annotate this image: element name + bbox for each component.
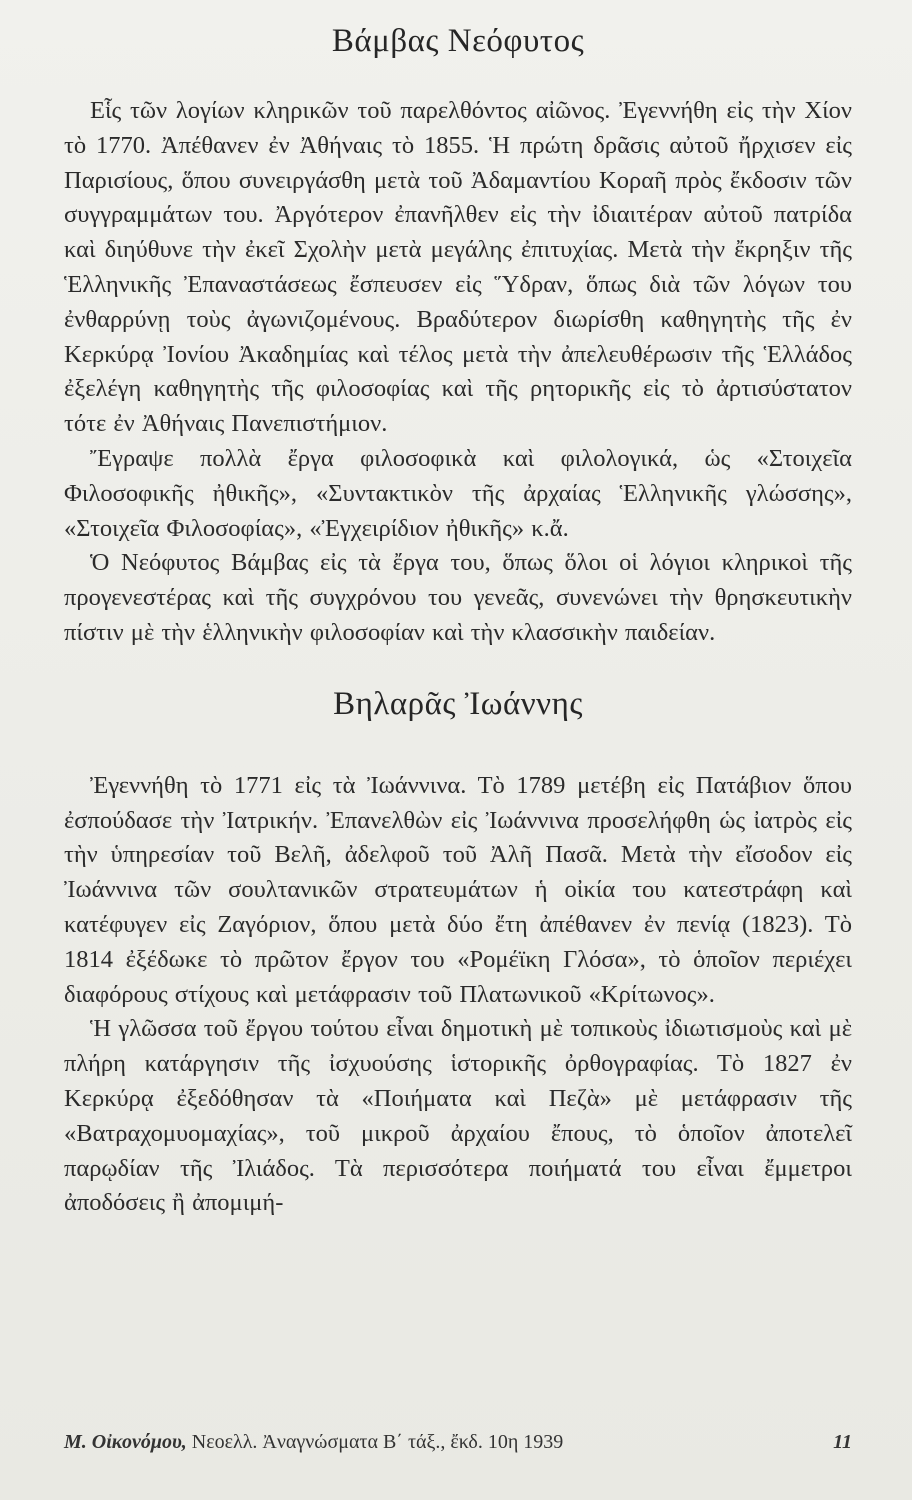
- paragraph-vilaras-language: Ἡ γλῶσσα τοῦ ἔργου τούτου εἶναι δημοτικὴ μὲ τοπικοὺς ἰδιωτισμοὺς καὶ μὲ πλήρη κατάργησιν τῆς ἰσχυούσης ἱστορικῆς ὀρθογραφίας. Τὸ 1827 ἐν Κερκύρᾳ ἐξεδόθησαν τὰ «Ποιήματα καὶ Πεζὰ» μὲ μετάφρασιν τῆς «Βατραχομυομαχίας», τοῦ μικροῦ ἀρχαίου ἔπους, τὸ ὁποῖον ἀποτελεῖ παρῳδίαν τῆς Ἰλιάδος. Τὰ περισσότερα ποιήματά του εἶναι ἔμμετροι ἀποδόσεις ἢ ἀπομιμή-: [64, 1015, 852, 1217]
- page-number: 11: [833, 1431, 852, 1453]
- paragraph-vamvas-summary: Ὁ Νεόφυτος Βάμβας εἰς τὰ ἔργα του, ὅπως ὅλοι οἱ λόγιοι κληρικοὶ τῆς προγενεστέρας καὶ τῆς συγχρόνου του γενεᾶς, συνενώνει τὴν θρησκευτικὴν πίστιν μὲ τὴν ἑλληνικὴν φιλοσοφίαν καὶ τὴν κλασσικὴν παιδείαν.: [64, 549, 852, 646]
- paragraph-vamvas-biography: Εἷς τῶν λογίων κληρικῶν τοῦ παρελθόντος αἰῶνος. Ἐγεννήθη εἰς τὴν Χίον τὸ 1770. Ἀπέθανεν ἐν Ἀθήναις τὸ 1855. Ἡ πρώτη δρᾶσις αὐτοῦ ἤρχισεν εἰς Παρισίους, ὅπου συνειργάσθη μετὰ τοῦ Ἀδαμαντίου Κοραῆ πρὸς ἔκδοσιν τῶν συγγραμμάτων του. Ἀργότερον ἐπανῆλθεν εἰς τὴν ἰδιαιτέραν αὐτοῦ πατρίδα καὶ διηύθυνε τὴν ἐκεῖ Σχολὴν μετὰ μεγάλης ἐπιτυχίας. Μετὰ τὴν ἔκρηξιν τῆς Ἑλληνικῆς Ἐπαναστάσεως ἔσπευσεν εἰς Ὕδραν, ὅπως διὰ τῶν λόγων του ἐνθαρρύνῃ τοὺς ἀγωνιζομένους. Βραδύτερον διωρίσθη καθηγητὴς τῆς ἐν Κερκύρᾳ Ἰονίου Ἀκαδημίας καὶ τέλος μετὰ τὴν ἀπελευθέρωσιν τῆς Ἑλλάδος ἐξελέγη καθηγητὴς τῆς φιλοσοφίας καὶ τῆς ρητορικῆς εἰς τὸ ἀρτισύστατον τότε ἐν Ἀθήναις Πανεπιστήμιον.: [64, 97, 852, 438]
- paragraph-vilaras-biography: Ἐγεννήθη τὸ 1771 εἰς τὰ Ἰωάννινα. Τὸ 1789 μετέβη εἰς Πατάβιον ὅπου ἐσπούδασε τὴν Ἰατρικήν. Ἐπανελθὼν εἰς Ἰωάννινα προσελήφθη ὡς ἰατρὸς εἰς τὴν ὑπηρεσίαν τοῦ Βελῆ, ἀδελφοῦ τοῦ Ἀλῆ Πασᾶ. Μετὰ τὴν εἴσοδον εἰς Ἰωάννινα τῶν σουλτανικῶν στρατευμάτων ἡ οἰκία του κατεστράφη καὶ κατέφυγεν εἰς Ζαγόριον, ὅπου μετὰ δύο ἔτη ἀπέθανεν ἐν πενίᾳ (1823). Τὸ 1814 ἐξέδωκε τὸ πρῶτον ἔργον του «Ρομέϊκη Γλόσα», τὸ ὁποῖον περιέχει διαφόρους στίχους καὶ μετάφρασιν τοῦ Πλατωνικοῦ «Κρίτωνος».: [64, 771, 852, 1008]
- footer-citation: [64, 1428, 563, 1456]
- section-heading-vamvas: Βάμβας Νεόφυτος: [331, 23, 585, 59]
- footer-source: Νεοελλ. Ἀναγνώσματα Β΄ τάξ., ἔκδ. 10η 1939: [191, 1431, 564, 1453]
- page-footer: [64, 1428, 852, 1456]
- paragraph-vamvas-works: Ἔγραψε πολλὰ ἔργα φιλοσοφικὰ καὶ φιλολογικά, ὡς «Στοιχεῖα Φιλοσοφικῆς ἠθικῆς», «Συντακτικὸν τῆς ἀρχαίας Ἑλληνικῆς γλώσσης», «Στοιχεῖα Φιλοσοφίας», «Ἐγχειρίδιον ἠθικῆς» κ.ἄ.: [64, 444, 852, 542]
- section-heading-vilaras: Βηλαρᾶς Ἰωάννης: [333, 685, 583, 722]
- footer-author: Μ. Οἰκονόμου,: [64, 1431, 187, 1453]
